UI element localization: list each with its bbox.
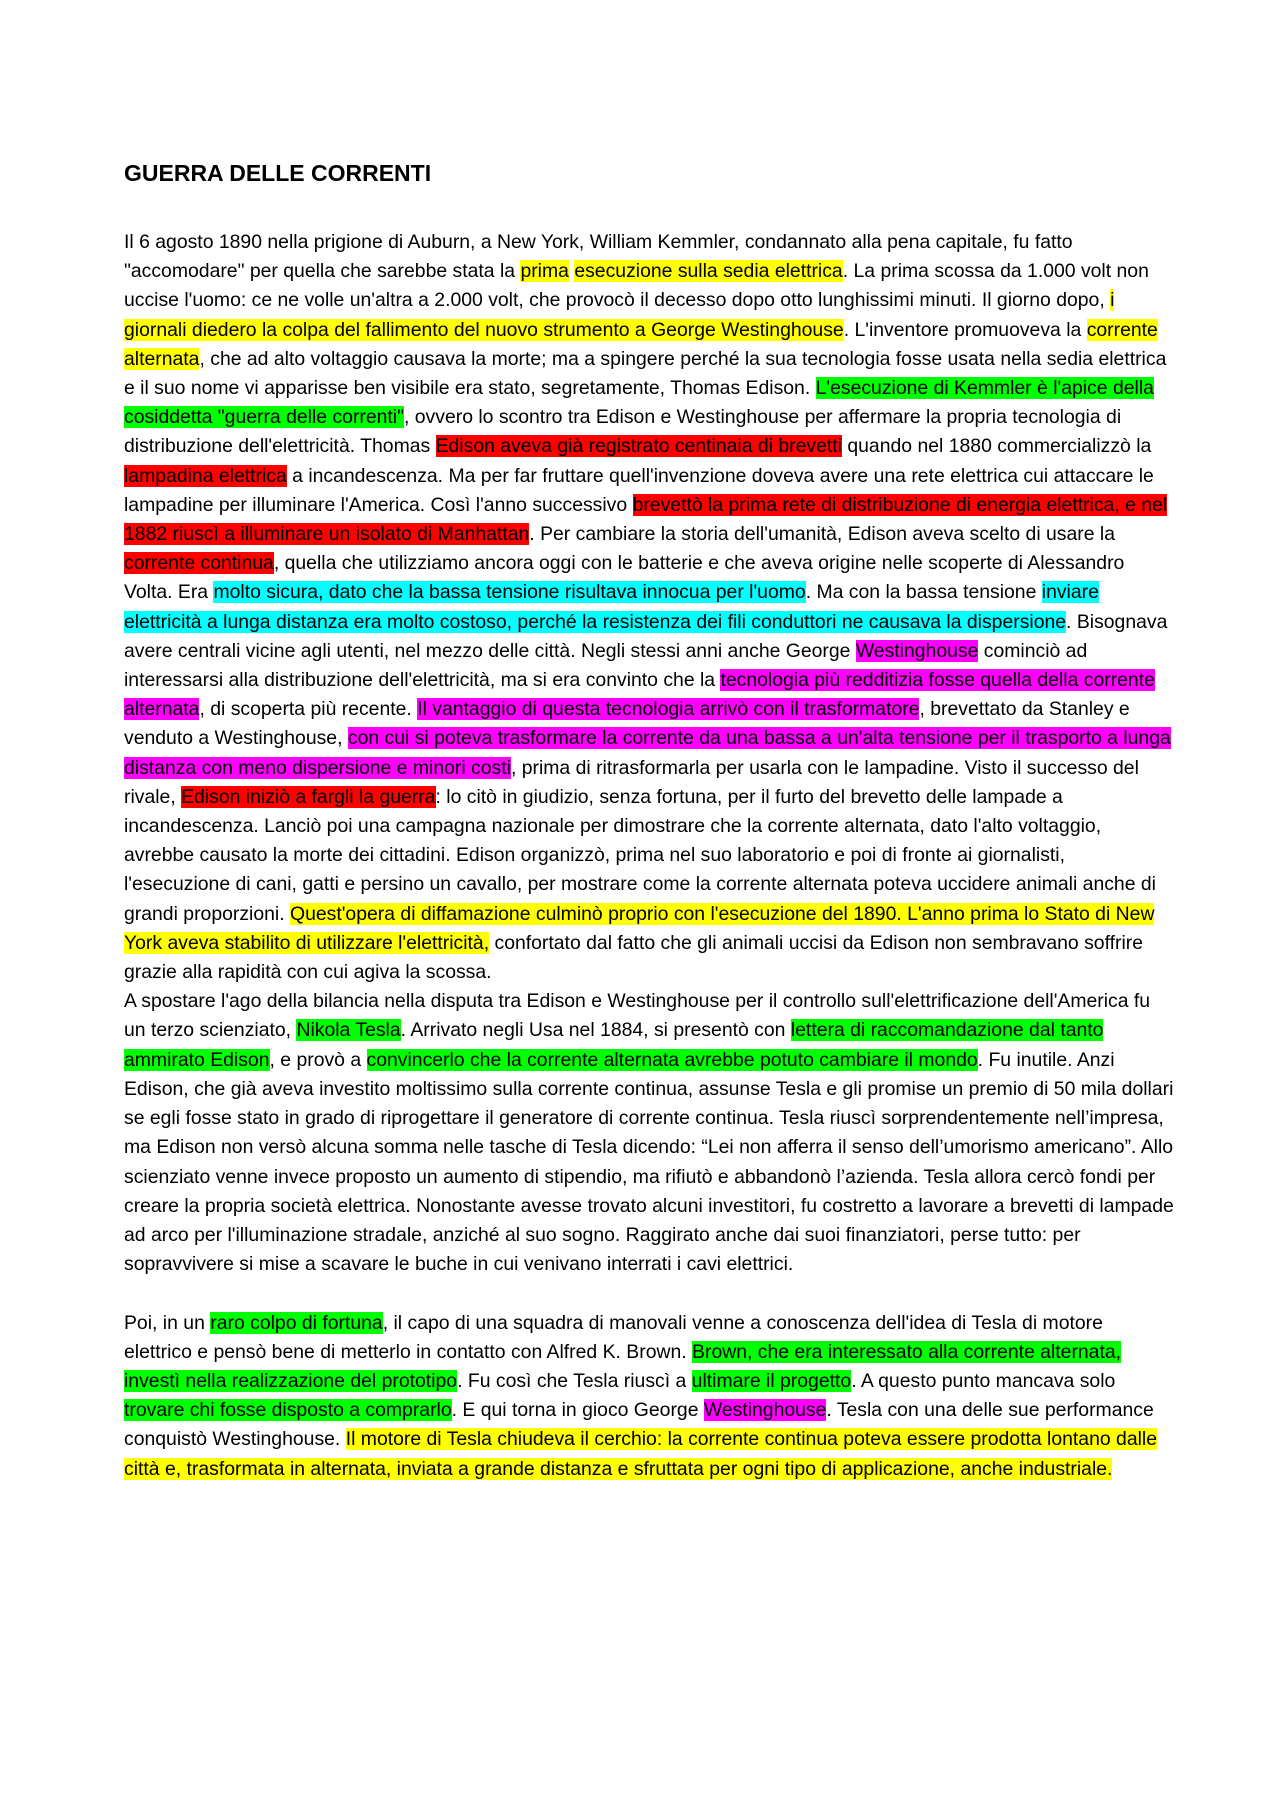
paragraph	[124, 228, 1174, 987]
body-text: : lo citò in giudizio, senza fortuna, per il furto del brevetto delle lampade a incandescenza. Lanciò poi una campagna nazionale per dimostrare che la corrente alternata, dato l'alto voltaggio, avrebbe causato la morte dei cittadini. Edison organizzò, prima nel suo laboratorio e poi di fronte ai giornalisti, l'esecuzione di cani, gatti e persino un cavallo, per mostrare come la corrente alternata poteva uccidere animali anche di grandi proporzioni.	[124, 785, 1156, 925]
body-text: , e provò a	[269, 1048, 367, 1071]
body-text: , ovvero lo scontro tra Edison e Westinghouse per affermare la propria tecnologia di distribuzione dell'elettricità. Thomas	[124, 406, 1122, 458]
body-text: . Bisognava avere centrali vicine agli utenti, nel mezzo delle città. Negli stessi anni anche George	[124, 610, 1168, 662]
body-text: . A questo punto mancava solo	[851, 1369, 1116, 1392]
highlighted-text-green: Nikola Tesla	[296, 1019, 401, 1042]
highlighted-text-cyan: inviare elettricità a lunga distanza era molto costoso, perché la resistenza dei fili conduttori ne causava la dispersione	[124, 581, 1099, 633]
paragraph	[124, 987, 1174, 1279]
body-text: quando nel 1880 commercializzò la	[841, 435, 1152, 458]
body-text: Poi, in un	[124, 1311, 211, 1334]
highlighted-text-magenta: Il vantaggio di questa tecnologia arrivò con il trasformatore	[417, 698, 920, 721]
highlighted-text-red: lampadina elettrica	[124, 464, 287, 487]
body-text: , brevettato da Stanley e venduto a Westinghouse,	[124, 698, 1130, 750]
highlighted-text-green: convincerlo che la corrente alternata avrebbe potuto cambiare il mondo	[366, 1048, 978, 1071]
highlighted-text-magenta: tecnologia più redditizia fosse quella della corrente alternata	[124, 669, 1155, 721]
highlighted-text-yellow: corrente alternata	[124, 318, 1158, 370]
body-text: . L'inventore promuoveva la	[843, 318, 1087, 341]
body-text: cominciò ad interessarsi alla distribuzione dell'elettricità, ma si era convinto che la	[124, 639, 1088, 692]
highlighted-text-red: Edison aveva già registrato centinaia di brevetti	[435, 435, 842, 458]
body-text: , di scoperta più recente.	[199, 698, 418, 721]
body-text: . Arrivato negli Usa nel 1884, si presentò con	[400, 1019, 791, 1042]
document-title: GUERRA DELLE CORRENTI	[124, 160, 432, 186]
highlighted-text-magenta: Westinghouse	[855, 639, 979, 662]
highlighted-text-green: lettera di raccomandazione dal tanto ammirato Edison	[124, 1019, 1104, 1071]
body-text: a incandescenza. Ma per far fruttare quell'invenzione doveva avere una rete elettrica cui attaccare le lampadine per illuminare l'America. Così l'anno successivo	[124, 464, 1154, 516]
body-text: , quella che utilizziamo ancora oggi con le batterie e che aveva origine nelle scoperte di Alessandro Volta. Era	[124, 552, 1125, 604]
body-text: . Per cambiare la storia dell'umanità, Edison aveva scelto di usare la	[529, 523, 1116, 546]
body-text: confortato dal fatto che gli animali uccisi da Edison non sembravano soffrire grazie alla rapidità con cui agiva la scossa.	[124, 931, 1144, 984]
highlighted-text-cyan: molto sicura, dato che la bassa tensione risultava innocua per l'uomo	[213, 581, 806, 604]
body-text: . Ma con la bassa tensione	[805, 581, 1042, 604]
highlighted-text-green: Brown, che era interessato alla corrente alternata, investì nella realizzazione del prototipo	[124, 1340, 1122, 1392]
highlighted-text-red: corrente continua	[124, 552, 274, 575]
highlighted-text-yellow: prima	[520, 260, 569, 283]
body-text: Il 6 agosto 1890 nella prigione di Auburn, a New York, William Kemmler, condannato alla pena capitale, fu fatto "accomodare" per quella che sarebbe stata la	[124, 231, 1073, 283]
body-text: , che ad alto voltaggio causava la morte; ma a spingere perché la sua tecnologia fosse usata nella sedia elettrica e il suo nome vi apparisse ben visibile era stato, segretamente, Thomas Edison.	[124, 347, 1167, 400]
body-text: . E qui torna in gioco George	[451, 1399, 704, 1422]
highlighted-text-magenta: con cui si poteva trasformare la corrente da una bassa a un'alta tensione per il trasporto a lunga distanza con meno dispersione e minori costi	[124, 727, 1171, 779]
highlighted-text-yellow: i giornali diedero la colpa del fallimento del nuovo strumento a George Westinghouse	[124, 289, 1115, 341]
highlighted-text-green: raro colpo di fortuna	[210, 1311, 383, 1334]
body-text: A spostare l'ago della bilancia nella disputa tra Edison e Westinghouse per il controllo sull'elettrificazione dell'America fu un terzo scienziato,	[124, 990, 1151, 1042]
body-text: . Fu inutile. Anzi Edison, che già aveva investito moltissimo sulla corrente continua, assunse Tesla e gli promise un premio di 50 mila dollari se egli fosse stato in grado di riprogettare il generatore di corrente continua. Tesla riuscì sorprendentemente nell’impresa, ma Edison non versò alcuna somma nelle tasche di Tesla dicendo: “Lei non afferra il senso dell’umorismo americano”. Allo scienziato venne invece proposto un aumento di stipendio, ma rifiutò e abbandonò l’azienda. Tesla allora cercò fondi per creare la propria società elettrica. Nonostante avesse trovato alcuni investitori, fu costretto a lavorare a brevetti di lampade ad arco per l'illuminazione stradale, anziché al suo sogno. Raggirato anche dai suoi finanziatori, perse tutto: per sopravvivere si mise a scavare le buche in cui venivano interrati i cavi elettrici.	[124, 1048, 1174, 1276]
highlighted-text-magenta: Westinghouse	[703, 1399, 827, 1422]
highlighted-text-green: ultimare il progetto	[691, 1369, 852, 1392]
highlighted-text-yellow: Il motore di Tesla chiudeva il cerchio: la corrente continua poteva essere prodotta lontano dalle città e, trasformata in alternata, inviata a grande distanza e sfruttata per ogni tipo di applicazione, anche industriale.	[124, 1428, 1158, 1480]
document-body	[124, 228, 1174, 1484]
body-text: . Tesla con una delle sue performance conquistò Westinghouse.	[124, 1399, 1154, 1451]
highlighted-text-yellow: esecuzione sulla sedia elettrica	[574, 260, 843, 283]
highlighted-text-green: L'esecuzione di Kemmler è l'apice della cosiddetta "guerra delle correnti"	[124, 377, 1154, 429]
highlighted-text-red: Edison iniziò a fargli la guerra	[181, 785, 436, 808]
body-text: . La prima scossa da 1.000 volt non uccise l'uomo: ce ne volle un'altra a 2.000 volt, che provocò il decesso dopo otto lunghissimi minuti. Il giorno dopo,	[124, 260, 1149, 312]
paragraph-spacer	[124, 1279, 1174, 1308]
highlighted-text-red: brevettò la prima rete di distribuzione di energia elettrica, e nel 1882 riuscì a illuminare un isolato di Manhattan	[124, 493, 1168, 546]
body-text: , il capo di una squadra di manovali venne a conoscenza dell'idea di Tesla di motore elettrico e pensò bene di metterlo in contatto con Alfred K. Brown.	[124, 1311, 1103, 1363]
highlighted-text-yellow: Quest'opera di diffamazione culminò proprio con l'esecuzione del 1890. L'anno prima lo Stato di New York aveva stabilito di utilizzare l'elettricità,	[124, 902, 1155, 954]
paragraph	[124, 1309, 1174, 1484]
highlighted-text-green: trovare chi fosse disposto a comprarlo	[124, 1399, 452, 1422]
body-text: . Fu così che Tesla riuscì a	[457, 1369, 692, 1392]
body-text: , prima di ritrasformarla per usarla con le lampadine. Visto il successo del rivale,	[124, 756, 1139, 808]
